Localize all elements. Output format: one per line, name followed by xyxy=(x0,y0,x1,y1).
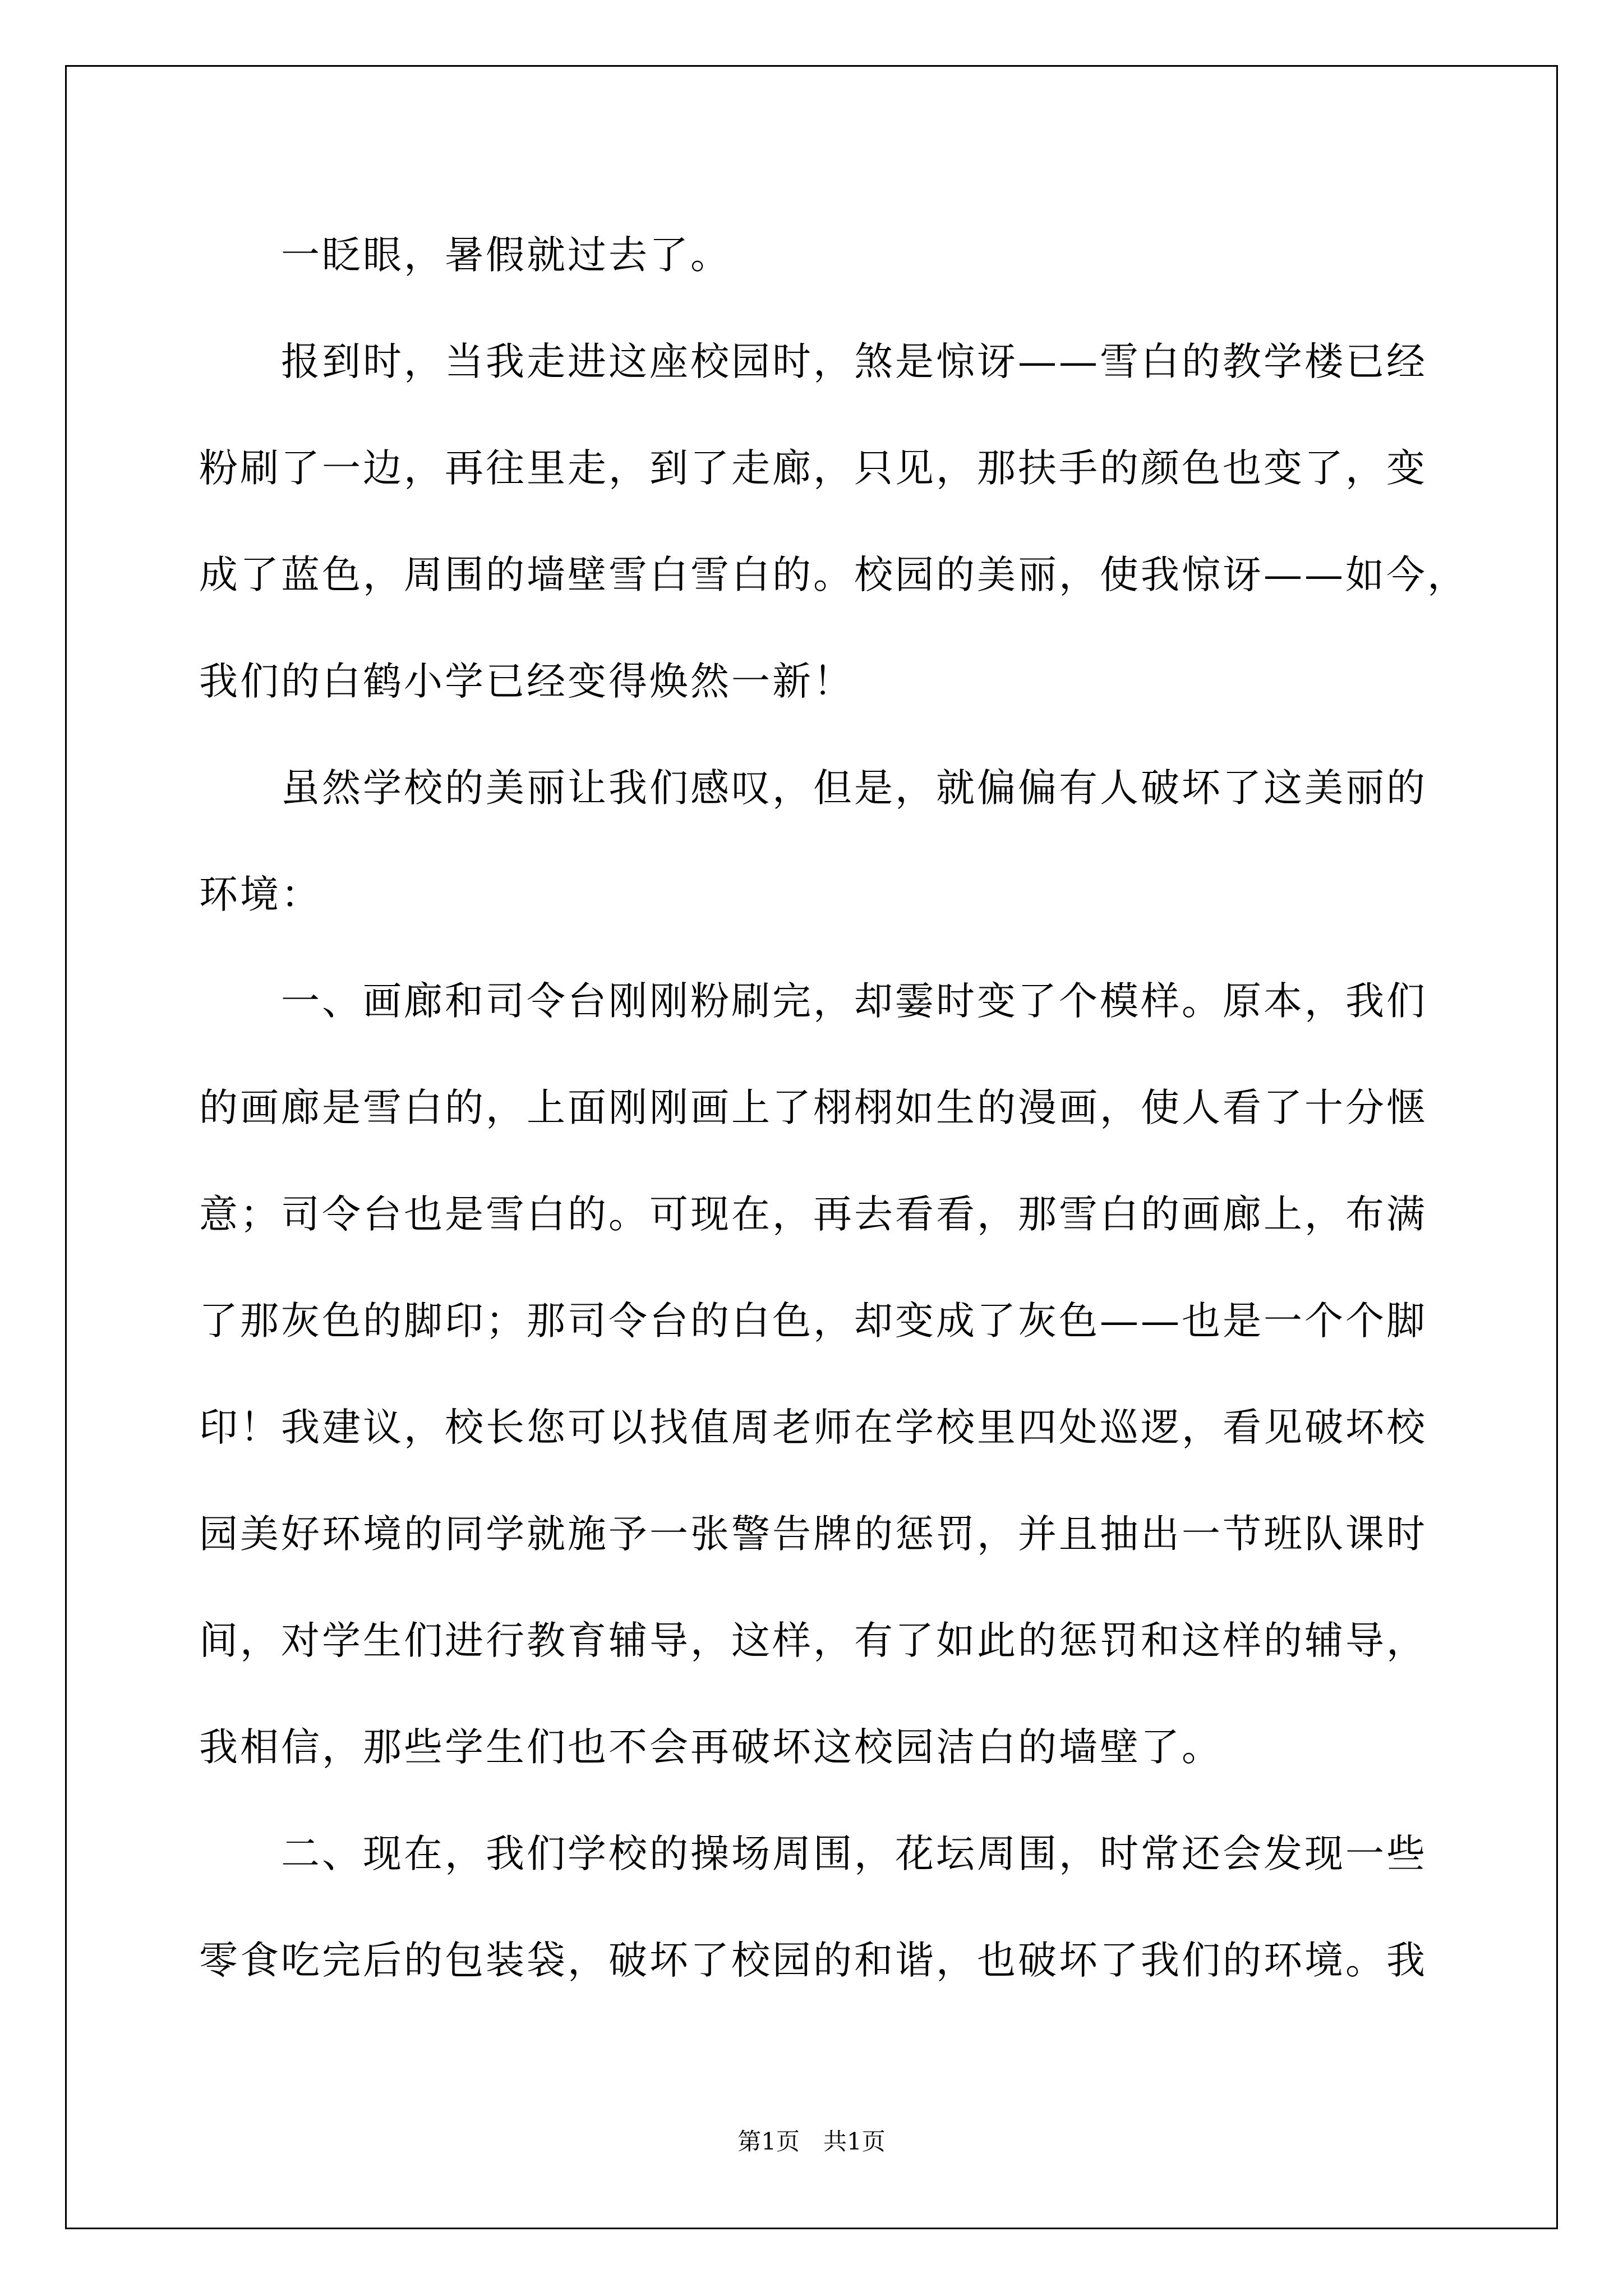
paragraph-2 xyxy=(199,309,1468,735)
text-line: 间，对学生们进行教育辅导，这样，有了如此的惩罚和这样的辅导， xyxy=(199,1618,1427,1663)
page-number-label: 第1页 共1页 xyxy=(737,2128,886,2155)
paragraph-1 xyxy=(199,202,1433,309)
text-line: 成了蓝色，周围的墙壁雪白雪白的。校园的美丽，使我惊讶——如今， xyxy=(199,553,1468,597)
text-line: 意；司令台也是雪白的。可现在，再去看看，那雪白的画廊上，布满 xyxy=(199,1192,1427,1237)
text-line: 一、画廊和司令台刚刚粉刷完，却霎时变了个模样。原本，我们 xyxy=(281,979,1427,1024)
text-line: 我们的白鹤小学已经变得焕然一新！ xyxy=(199,659,854,704)
text-line: 粉刷了一边，再往里走，到了走廊，只见，那扶手的颜色也变了，变 xyxy=(199,446,1427,491)
text-line: 园美好环境的同学就施予一张警告牌的惩罚，并且抽出一节班队课时 xyxy=(199,1512,1427,1557)
paragraph-4 xyxy=(199,948,1433,1801)
text-line: 的画廊是雪白的，上面刚刚画上了栩栩如生的漫画，使人看了十分惬 xyxy=(199,1085,1427,1130)
text-line: 报到时，当我走进这座校园时，煞是惊讶——雪白的教学楼已经 xyxy=(281,339,1427,384)
text-line: 我相信，那些学生们也不会再破坏这校园洁白的墙壁了。 xyxy=(199,1725,1223,1770)
page-footer xyxy=(0,2125,1623,2159)
text-line: 了那灰色的脚印；那司令台的白色，却变成了灰色——也是一个个脚 xyxy=(199,1299,1427,1343)
text-line: 印！我建议，校长您可以找值周老师在学校里四处巡逻，看见破坏校 xyxy=(199,1405,1427,1450)
text-line: 一眨眼，暑假就过去了。 xyxy=(281,233,731,278)
text-line: 二、现在，我们学校的操场周围，花坛周围，时常还会发现一些 xyxy=(281,1832,1427,1876)
paragraph-3 xyxy=(199,735,1433,948)
paragraph-5 xyxy=(199,1801,1433,2014)
text-line: 环境： xyxy=(199,872,322,917)
document-body xyxy=(199,202,1468,2014)
text-line: 零食吃完后的包装袋，破坏了校园的和谐，也破坏了我们的环境。我 xyxy=(199,1938,1427,1983)
text-line: 虽然学校的美丽让我们感叹，但是，就偏偏有人破坏了这美丽的 xyxy=(281,766,1427,811)
